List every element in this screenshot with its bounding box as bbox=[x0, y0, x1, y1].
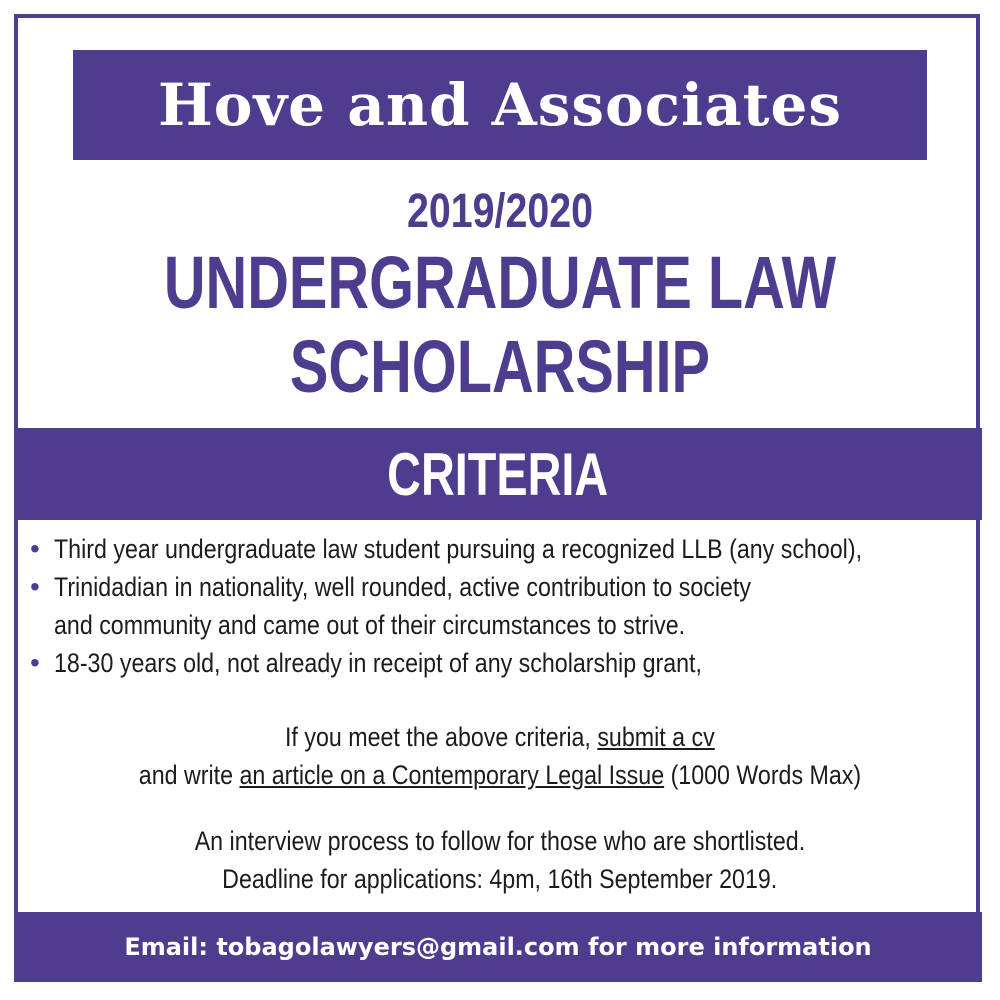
article-topic-text: an article on a Contemporary Legal Issue bbox=[239, 760, 665, 790]
word-limit: (1000 Words Max) bbox=[664, 760, 862, 790]
bullet-icon: • bbox=[30, 647, 40, 678]
criteria-item bbox=[28, 568, 972, 644]
criteria-item bbox=[28, 644, 972, 682]
criteria-heading: CRITERIA bbox=[387, 440, 609, 508]
academic-year: 2019/2020 bbox=[406, 185, 594, 238]
firm-banner bbox=[73, 50, 927, 160]
deadline-note-text: Deadline for applications: 4pm, 16th September 2019. bbox=[222, 864, 778, 894]
instructions-line-2 bbox=[0, 756, 1000, 794]
criteria-item-text-continued: and community and came out of their circumstances to strive. bbox=[54, 610, 686, 640]
interview-note bbox=[0, 822, 1000, 860]
contact-email: Email: tobagolawyers@gmail.com for more information bbox=[124, 933, 872, 961]
bullet-icon: • bbox=[30, 533, 40, 564]
criteria-list bbox=[28, 530, 972, 682]
submit-cv-text: submit a cv bbox=[597, 722, 715, 752]
criteria-item bbox=[28, 530, 972, 568]
title-line-1: UNDERGRADUATE LAW bbox=[163, 241, 837, 324]
criteria-banner bbox=[14, 428, 982, 520]
footer-banner bbox=[14, 912, 982, 982]
criteria-item-text: Third year undergraduate law student pursuing a recognized LLB (any school), bbox=[54, 534, 863, 564]
instructions-line-1 bbox=[0, 718, 1000, 756]
bullet-icon: • bbox=[30, 571, 40, 602]
firm-name: Hove and Associates bbox=[157, 71, 843, 139]
deadline-note bbox=[0, 860, 1000, 898]
instructions-prefix: If you meet the above criteria, bbox=[285, 722, 598, 752]
criteria-item-text: Trinidadian in nationality, well rounded, active contribution to society bbox=[54, 572, 751, 602]
criteria-item-text: 18-30 years old, not already in receipt of any scholarship grant, bbox=[54, 648, 702, 678]
title-line-2: SCHOLARSHIP bbox=[289, 325, 711, 408]
interview-note-text: An interview process to follow for those who are shortlisted. bbox=[194, 826, 806, 856]
instructions-prefix-2: and write bbox=[138, 760, 240, 790]
